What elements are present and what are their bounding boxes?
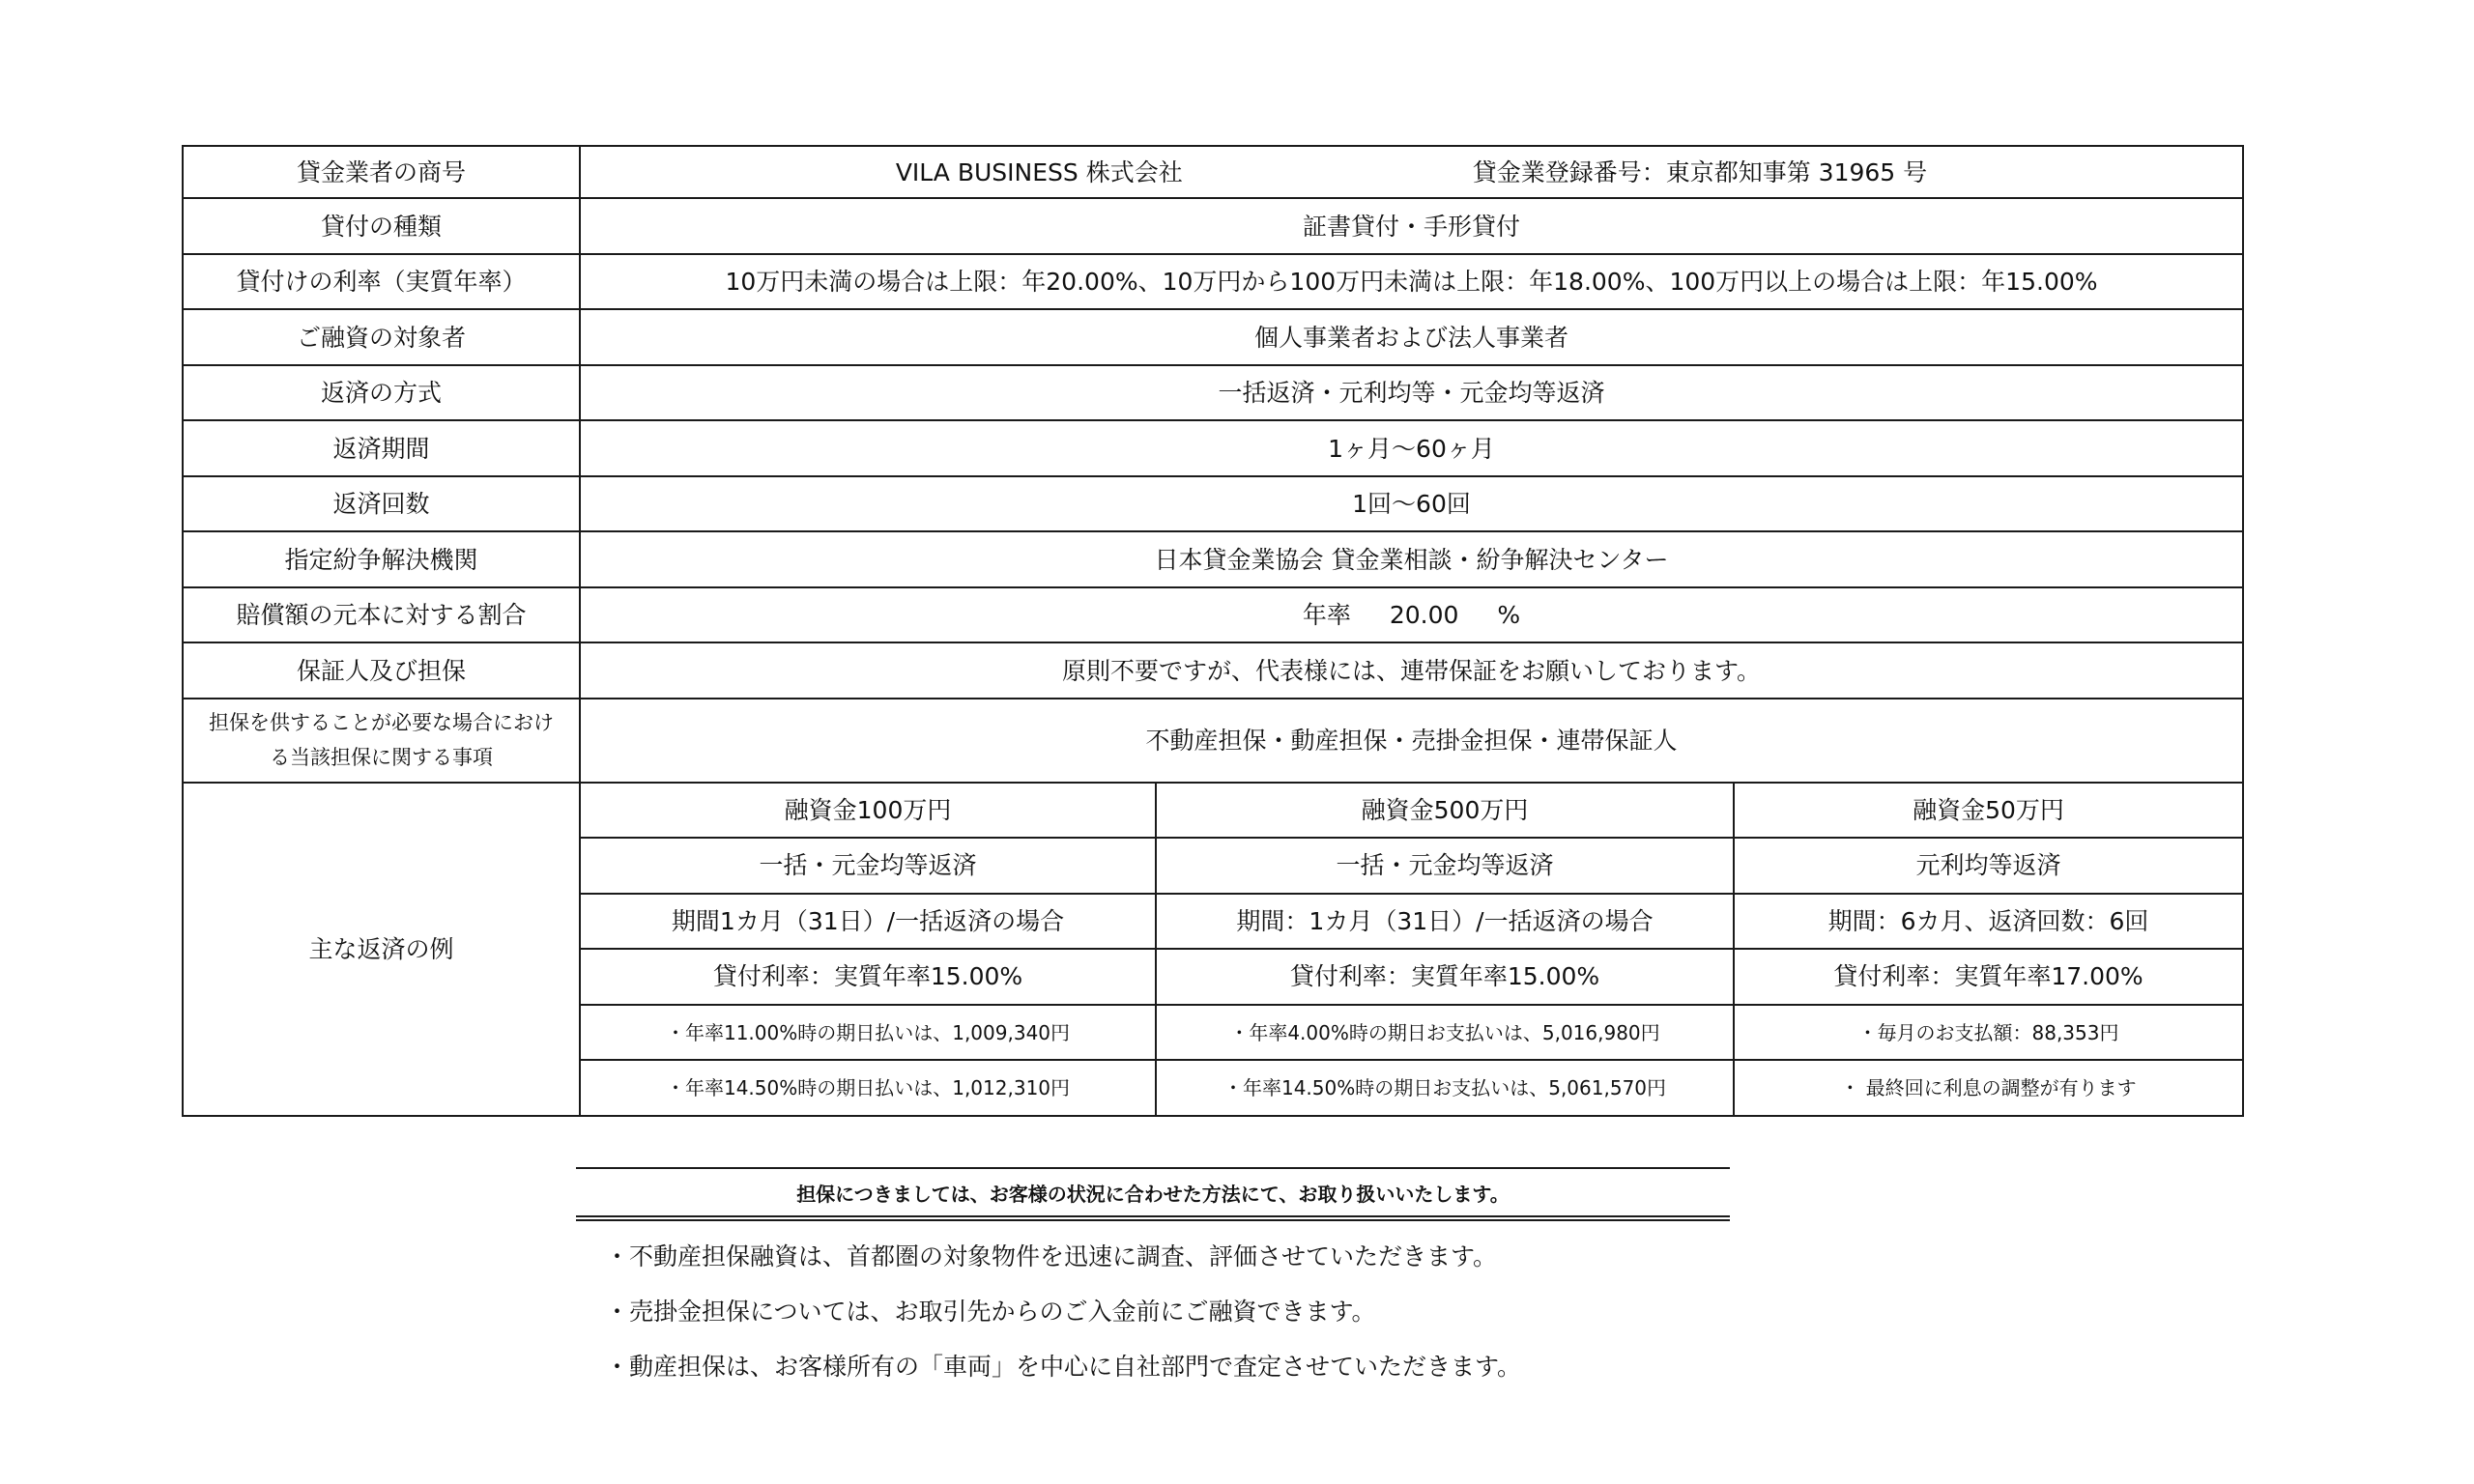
adr-label: 指定紛争解決機関	[183, 531, 580, 587]
guarantor-label: 保証人及び担保	[183, 642, 580, 699]
example-period-2: 期間：1カ月（31日）/一括返済の場合	[1156, 894, 1734, 950]
notes-item-real-estate: ・不動産担保融資は、首都圏の対象物件を迅速に調査、評価させていただきます。	[605, 1242, 1498, 1270]
collateral-value: 不動産担保・動産担保・売掛金担保・連帯保証人	[580, 699, 2243, 783]
repay-method-label: 返済の方式	[183, 365, 580, 421]
example-amount-3: 融資金50万円	[1734, 783, 2243, 839]
repay-count-value: 1回〜60回	[580, 476, 2243, 532]
example-note1-1: ・年率11.00%時の期日払いは、1,009,340円	[580, 1005, 1156, 1061]
example-rate-3: 貸付利率：実質年率17.00%	[1734, 949, 2243, 1005]
row-adr	[183, 531, 2243, 587]
repay-method-value: 一括返済・元利均等・元金均等返済	[580, 365, 2243, 421]
notes-caption: 担保につきましては、お客様の状況に合わせた方法にて、お取り扱いいたします。	[796, 1183, 1510, 1206]
registration-number: 貸金業登録番号：東京都知事第 31965 号	[1472, 157, 1928, 186]
company-label: 貸金業者の商号	[183, 146, 580, 198]
row-loan-type	[183, 198, 2243, 254]
row-interest	[183, 254, 2243, 310]
company-value	[580, 146, 2243, 198]
example-note1-3: ・毎月のお支払額：88,353円	[1734, 1005, 2243, 1061]
damages-prefix: 年率	[1302, 601, 1351, 630]
row-repay-count	[183, 476, 2243, 532]
loan-type-label: 貸付の種類	[183, 198, 580, 254]
example-note2-3: ・ 最終回に利息の調整が有ります	[1734, 1060, 2243, 1116]
damages-rate: 20.00	[1389, 601, 1459, 630]
repay-count-label: 返済回数	[183, 476, 580, 532]
loan-info-table	[182, 145, 2244, 1117]
notes-list	[576, 1221, 1730, 1394]
example-method-2: 一括・元金均等返済	[1156, 838, 1734, 894]
damages-unit: %	[1497, 601, 1521, 630]
repay-period-label: 返済期間	[183, 420, 580, 476]
interest-value: 10万円未満の場合は上限：年20.00%、10万円から100万円未満は上限：年18.00%、100万円以上の場合は上限：年15.00%	[580, 254, 2243, 310]
row-repay-period	[183, 420, 2243, 476]
damages-value	[580, 587, 2243, 643]
example-rate-1: 貸付利率：実質年率15.00%	[580, 949, 1156, 1005]
example-method-1: 一括・元金均等返済	[580, 838, 1156, 894]
row-collateral	[183, 699, 2243, 783]
example-amount-1: 融資金100万円	[580, 783, 1156, 839]
damages-label: 賠償額の元本に対する割合	[183, 587, 580, 643]
company-name: VILA BUSINESS 株式会社	[895, 157, 1183, 186]
row-target	[183, 309, 2243, 365]
loan-type-value: 証書貸付・手形貸付	[580, 198, 2243, 254]
example-method-3: 元利均等返済	[1734, 838, 2243, 894]
example-note2-1: ・年率14.50%時の期日払いは、1,012,310円	[580, 1060, 1156, 1116]
row-guarantor	[183, 642, 2243, 699]
example-note1-2: ・年率4.00%時の期日お支払いは、5,016,980円	[1156, 1005, 1734, 1061]
interest-label: 貸付けの利率（実質年率）	[183, 254, 580, 310]
example-note2-2: ・年率14.50%時の期日お支払いは、5,061,570円	[1156, 1060, 1734, 1116]
example-row-amount	[183, 783, 2243, 839]
notes-item-movables: ・動産担保は、お客様所有の「車両」を中心に自社部門で査定させていただきます。	[605, 1353, 1522, 1381]
row-company	[183, 146, 2243, 198]
examples-label: 主な返済の例	[183, 783, 580, 1116]
adr-value: 日本貸金業協会 貸金業相談・紛争解決センター	[580, 531, 2243, 587]
target-value: 個人事業者および法人事業者	[580, 309, 2243, 365]
collateral-label	[183, 699, 580, 783]
target-label: ご融資の対象者	[183, 309, 580, 365]
repay-period-value: 1ヶ月〜60ヶ月	[580, 420, 2243, 476]
example-period-1: 期間1カ月（31日）/一括返済の場合	[580, 894, 1156, 950]
example-rate-2: 貸付利率：実質年率15.00%	[1156, 949, 1734, 1005]
collateral-label-line2: る当該担保に関する事項	[270, 746, 493, 770]
collateral-notes	[576, 1167, 1730, 1394]
row-damages	[183, 587, 2243, 643]
collateral-label-line1: 担保を供することが必要な場合におけ	[209, 710, 554, 734]
example-period-3: 期間：6カ月、返済回数：6回	[1734, 894, 2243, 950]
example-amount-2: 融資金500万円	[1156, 783, 1734, 839]
row-repay-method	[183, 365, 2243, 421]
notes-item-receivables: ・売掛金担保については、お取引先からのご入金前にご融資できます。	[605, 1298, 1376, 1326]
guarantor-value: 原則不要ですが、代表様には、連帯保証をお願いしております。	[580, 642, 2243, 699]
